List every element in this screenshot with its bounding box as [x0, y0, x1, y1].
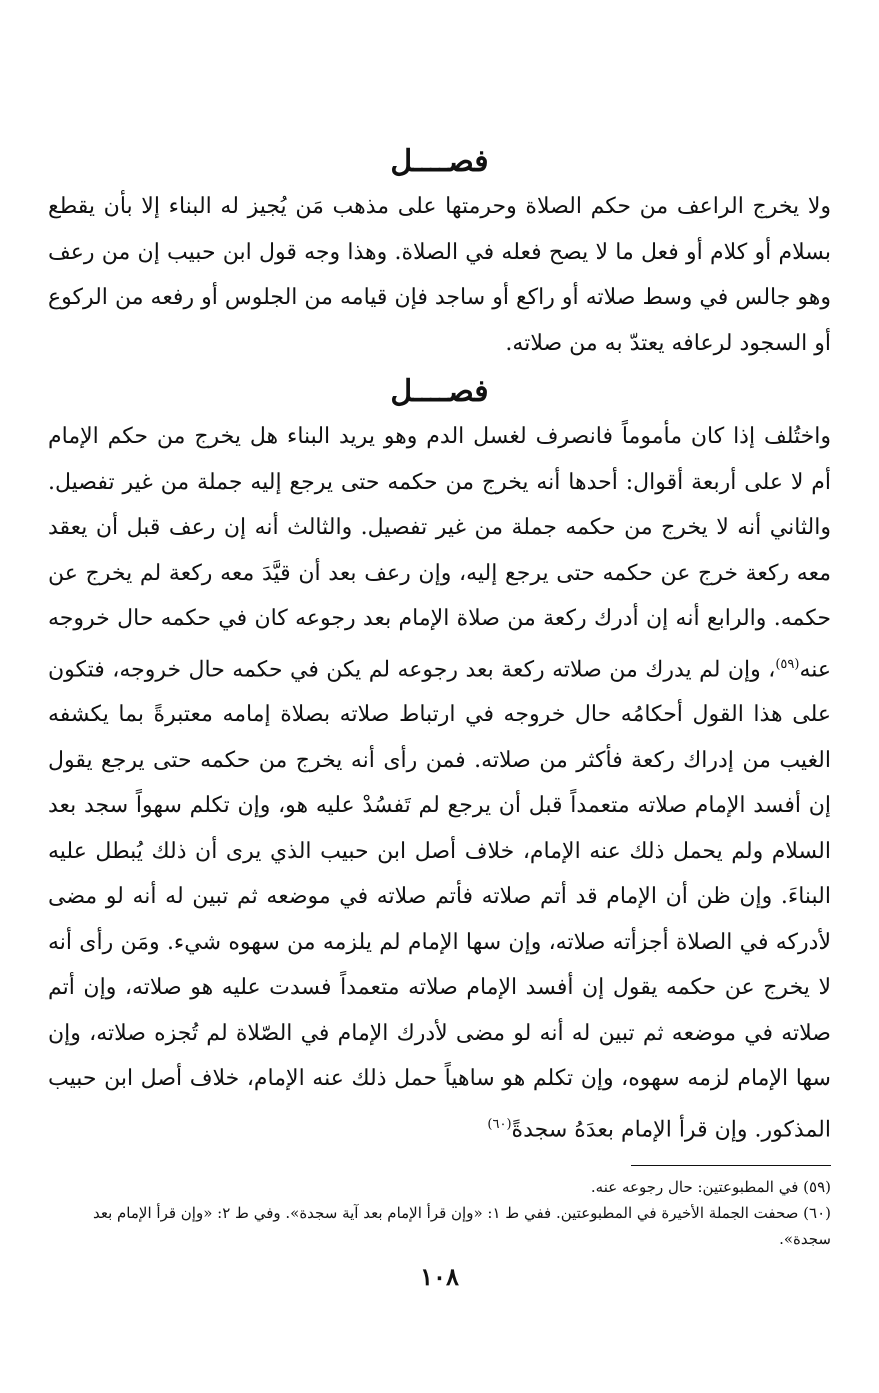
- footnote-reference: (٦٠): [487, 1116, 512, 1132]
- footnote-59: (٥٩) في المطبوعتين: حال رجوعه عنه.: [590, 1177, 831, 1196]
- footnote-reference: (٥٩): [775, 656, 800, 672]
- section-paragraph-1: ولا يخرج الراعف من حكم الصلاة وحرمتها على مذهب مَن يُجيز له البناء إلا بأن يقطع بسلام أو كلام أو فعل ما لا يصح فعله في الصلاة. وهذا وجه قول ابن حبيب إن من رعف وهو جالس في وسط صلاته أو راكع أو ساجد فإن قيامه من الجلوس أو رفعه من الركوع أو السجود لرعافه يعتدّ به من صلاته.: [48, 194, 831, 356]
- footnote-60: (٦٠) صحفت الجملة الأخيرة في المطبوعتين. ففي ط ١: «وإن قرأ الإمام بعد آية سجدة». وفي ط ٢: «وإن قرأ الإمام بعد سجدة».: [92, 1203, 831, 1248]
- section-paragraph-2: [48, 414, 831, 1153]
- footnote-separator: [631, 1165, 831, 1166]
- paragraph-text-continued: ، وإن لم يدرك من صلاته ركعة بعد رجوعه لم يكن في حكمه حال خروجه، فتكون على هذا القول أحكامُه حال خروجه في ارتباط صلاته بصلاة إمامه معتبرةً بما يكشفه الغيب من إدراك ركعة فأكثر من صلاته. فمن رأى أنه يخرج من حكمه حتى يرجع يقول إن أفسد الإمام صلاته متعمداً قبل أن يرجع لم تَفسُدْ عليه هو، وإن تكلم سهواً سجد بعد السلام ولم يحمل ذلك عنه الإمام، خلاف أصل ابن حبيب الذي يرى أن ذلك يُبطل عليه البناءَ. وإن ظن أن الإمام قد أتم صلاته فأتم صلاته في موضعه ثم تبين له أنه لو مضى لأدركه في الصلاة أجزأته صلاته، وإن سها الإمام لم يلزمه من سهوه شيء. ومَن رأى أنه لا يخرج عن حكمه يقول إن أفسد الإمام صلاته متعمداً فسدت عليه هو صلاته، وإن أتم صلاته في موضعه ثم تبين له أنه لو مضى لأدرك الإمام في الصّلاة لم تُجزه صلاته، وإن سها الإمام لزمه سهوه، وإن تكلم هو ساهياً حمل ذلك عنه الإمام، خلاف أصل ابن حبيب المذكور. وإن قرأ الإمام بعدَهُ سجدةً: [48, 656, 831, 1143]
- page-number: ١٠٨: [420, 1262, 459, 1291]
- section-heading-1: فصــــل: [390, 144, 489, 179]
- paragraph-text: واختُلف إذا كان مأموماً فانصرف لغسل الدم وهو يريد البناء هل يخرج من حكم الإمام أم لا على أربعة أقوال: أحدها أنه يخرج من حكمه حتى يرجع إليه جملة من غير تفصيل. والثاني أنه لا يخرج من حكمه جملة من غير تفصيل. والثالث أنه إن رعف قبل أن يعقد معه ركعة خرج عن حكمه حتى يرجع إليه، وإن رعف بعد أن قيَّدَ معه ركعة لم يخرج عن حكمه. والرابع أنه إن أدرك ركعة من صلاة الإمام بعد رجوعه كان في حكمه حال خروجه عنه: [48, 424, 831, 682]
- section-heading-2: فصــــل: [390, 374, 489, 409]
